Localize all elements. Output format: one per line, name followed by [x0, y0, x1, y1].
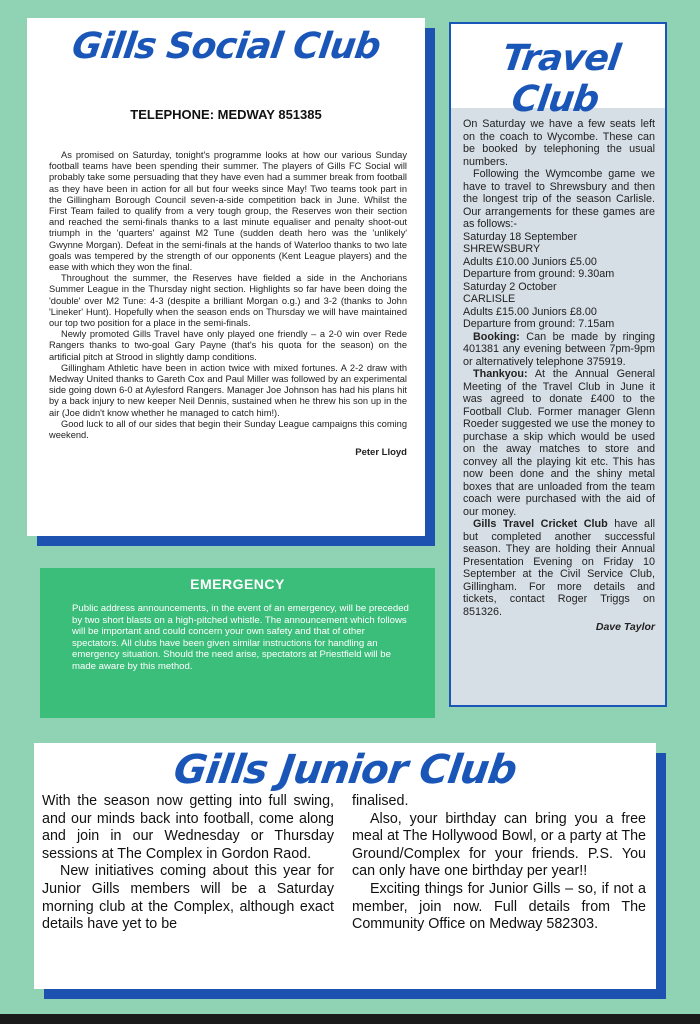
junior-club-title: Gills Junior Club [170, 747, 520, 793]
travel-club-title: Travel Club [499, 38, 623, 120]
travel-club-panel [449, 22, 667, 707]
social-club-paragraph: Gillingham Athletic have been in action twice with mixed fortunes. A 2-2 draw with Medway United thanks to Gareth Cox and Paul Miller was followed by an experimental side going down 6-0 at Aylesford Rangers. Manager Joe Johnson has had his plans hit by a back injury to new keeper Neil Dennis, sustained when he threw his son up in the air (Joe didn't know whether he managed to catch him!). [49, 362, 407, 418]
social-club-paragraph: Newly promoted Gills Travel have only played one friendly – a 2-0 win over Rede Rangers thanks to two-goal Gary Payne (that's his quota for the season) on the artificial pitch at Strood in slightly damp conditions. [49, 329, 407, 362]
social-club-paragraph: As promised on Saturday, tonight's programme looks at how our various Sunday football teams have been spending their summer. The players of Gills FC Social will probably take some persuading that they have even had a summer break from football as they have been in action for all but four weeks since May! Two teams took part in the Gillingham Borough Council seven-a-side competition back in June. Whilst the First Team failed to qualify from a very tough group, the Reserves won their section and reached the semi-finals thanks to a last minute equaliser and penalty shoot-out triumph in the 'quarters' against M2 Tune (sudden death hero was the 'unlikely' Gwynne Morgan). Defeat in the semi-finals at the hands of Waterloo thanks to two late goals was tempered by the strength of our opponents (Kent League players) and the ease with which they won the final. [49, 150, 407, 273]
travel-schedule-line: SHREWSBURY [463, 243, 541, 255]
social-club-paragraph: Throughout the summer, the Reserves have fielded a side in the Anchorians Summer League in the Thursday night section. Highlights so far have been doing the 'double' over M2 Tune: 4-3 (despite a brilliant Morgan o.g.) and 3-2 (thanks to John 'Lineker' Hunt). Hopefully when the season ends on Thursday we will have maintained our top two position for a place in the semi-finals. [49, 273, 407, 329]
emergency-title: EMERGENCY [190, 576, 285, 592]
social-club-title: Gills Social Club [69, 26, 383, 67]
emergency-text: Public address announcements, in the event of an emergency, will be preceded by two short blasts on a high-pitched whistle. The announcement which follows will be important and could concern your own safety and that of other spectators. All clubs have been given similar instructions for handling an emergency situation. Should the need arise, spectators at Priestfield will be made aware by this method. [72, 603, 409, 672]
travel-club-paragraph: Following the Wymcombe game we have to travel to Shrewsbury and then the longest trip of the season Carlisle. Our arrangements for these games are as follows:- [463, 168, 655, 230]
social-club-article [49, 150, 407, 458]
junior-club-right-column [352, 793, 646, 934]
junior-club-paragraph: Also, your birthday can bring you a free meal at The Hollywood Bowl, or a party at The Ground/Complex for your friends. P.S. You can only have one birthday per year!! [352, 810, 646, 880]
travel-schedule-line: Adults £15.00 Juniors £8.00 [463, 305, 597, 318]
travel-booking-paragraph [463, 331, 655, 369]
junior-club-paragraph: Exciting things for Junior Gills – so, if not a member, join now. Full details from The Community Office on Medway 582303. [352, 880, 646, 933]
junior-club-panel [34, 743, 656, 989]
travel-club-title-box [451, 24, 665, 120]
travel-club-signature: Dave Taylor [595, 621, 655, 633]
social-club-telephone: TELEPHONE: MEDWAY 851385 [130, 107, 322, 122]
travel-cricket-text: have all but completed another successful season. They are holding their Annual Presentation Evening on Friday 10 September at the Civil Service Club, Gillingham. For more details and tickets, contact Roger Triggs on 851326. [463, 518, 655, 618]
junior-club-left-column [42, 793, 334, 934]
travel-schedule-line: CARLISLE [463, 293, 516, 305]
travel-thankyou-label: Thankyou: [473, 368, 528, 380]
social-club-panel [27, 18, 425, 536]
travel-thankyou-text: At the Annual General Meeting of the Travel Club in June it was agreed to donate £400 to the Football Club. Former manager Glenn Roeder suggested we use the money to purchase a skip which would be used on the away matches to store and convey all the playing kit etc. This has now been done and the shiny metal boxes that are unloaded from the team coach were purchased with the aid of our money. [463, 368, 655, 518]
travel-schedule-line: Saturday 18 September [463, 230, 578, 243]
travel-cricket-paragraph [463, 518, 655, 618]
travel-schedule-line: Saturday 2 October [463, 280, 557, 293]
page-bottom-edge [0, 1014, 700, 1024]
junior-club-paragraph: New initiatives coming about this year for Junior Gills members will be a Saturday morning club at the Complex, although exact details have yet to be [42, 863, 334, 933]
travel-booking-label: Booking: [473, 330, 520, 343]
social-club-signature: Peter Lloyd [355, 447, 407, 459]
junior-club-paragraph: finalised. [352, 793, 409, 809]
travel-schedule-line: Adults £10.00 Juniors £5.00 [463, 255, 597, 268]
travel-club-article [463, 118, 655, 634]
social-club-paragraph: Good luck to all of our sides that begin their Sunday League campaigns this coming weekend. [49, 418, 407, 441]
emergency-panel [40, 568, 435, 718]
travel-club-paragraph: On Saturday we have a few seats left on the coach to Wycombe. These can be booked by telephoning the usual numbers. [463, 118, 655, 168]
junior-club-paragraph: With the season now getting into full swing, and our minds back into football, come along and join in our Wednesday or Thursday sessions at The Complex in Gordon Raod. [42, 793, 334, 862]
travel-schedule-line: Departure from ground: 9.30am [463, 268, 615, 280]
travel-cricket-label: Gills Travel Cricket Club [473, 518, 608, 530]
travel-schedule-line: Departure from ground: 7.15am [463, 318, 615, 330]
travel-booking-text: Can be made by ringing 401381 any evening between 7pm-9pm or alternatively telephone 375919. [463, 330, 655, 368]
travel-thankyou-paragraph [463, 368, 655, 518]
